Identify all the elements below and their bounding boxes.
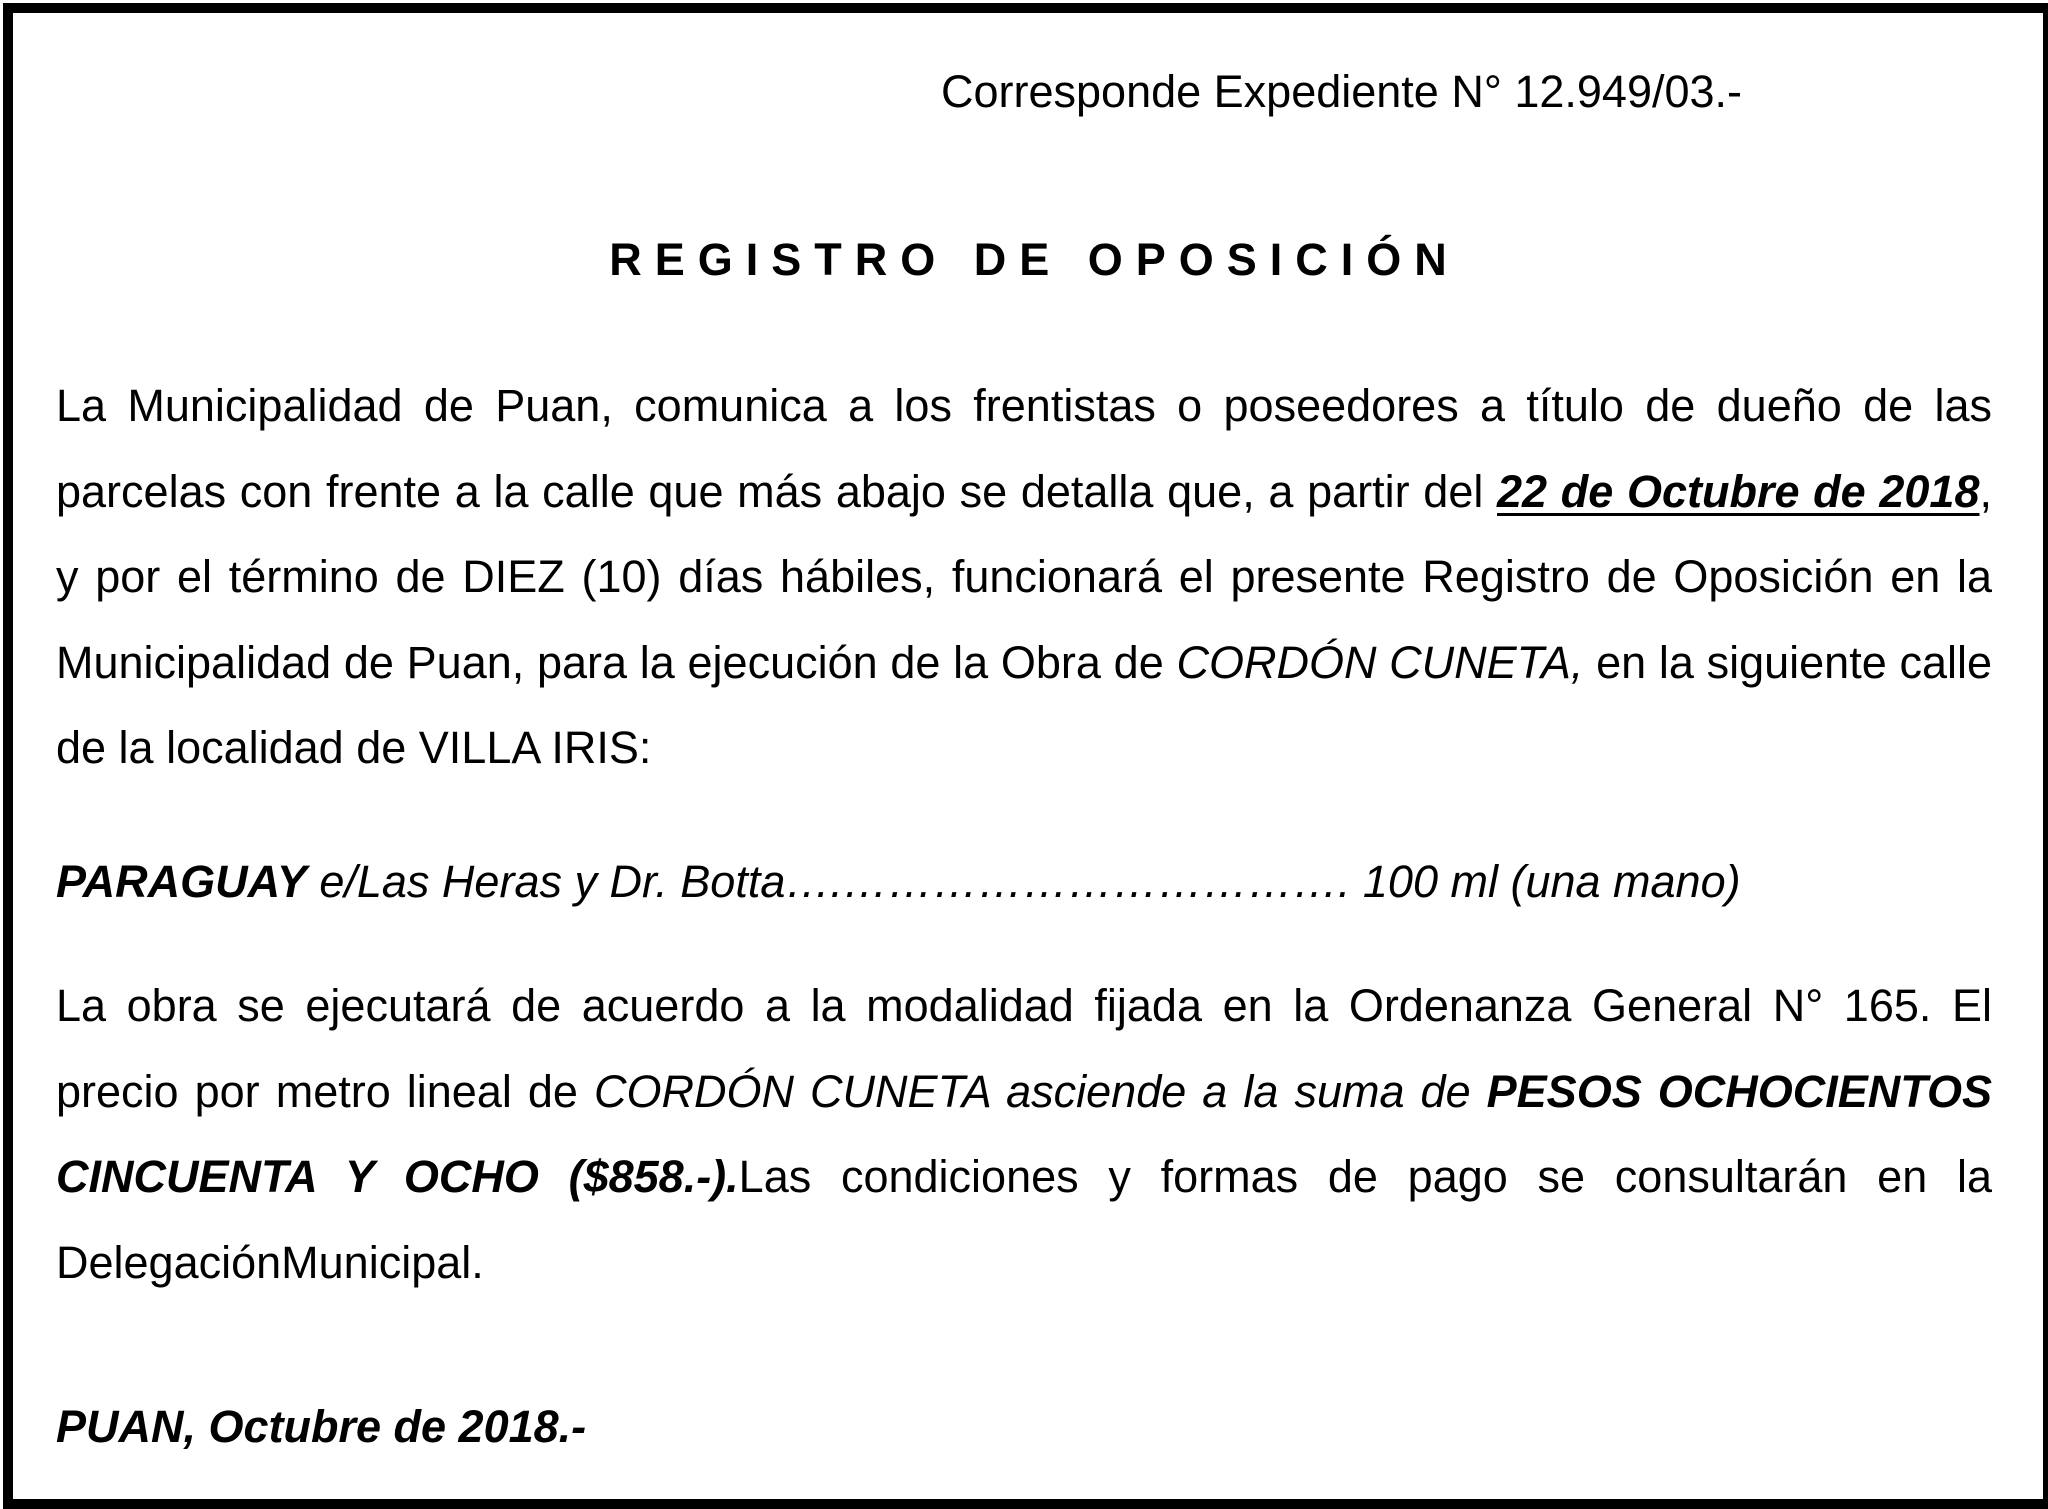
- closing-signature: PUAN, Octubre de 2018.-: [56, 1401, 587, 1452]
- document-title: REGISTRO DE OPOSICIÓN: [609, 234, 1460, 285]
- expediente-reference: Corresponde Expediente N° 12.949/03.-: [941, 66, 1743, 117]
- street-between: e/Las Heras y Dr. Botta: [306, 856, 786, 907]
- obra-name: CORDÓN CUNETA,: [1176, 636, 1584, 688]
- conditions-paragraph: [56, 963, 1992, 1305]
- notice-frame: [3, 3, 2048, 1509]
- street-name: PARAGUAY: [56, 856, 307, 907]
- leader-dots: ….…………………………….: [785, 856, 1363, 907]
- obra-price-intro: CORDÓN CUNETA asciende a la suma de: [594, 1065, 1487, 1117]
- announcement-text-3: en la siguiente calle de la localidad de VILLA IRIS:: [56, 636, 1993, 773]
- conditions-text-1: La obra se ejecutará de acuerdo a la modalidad fijada en la Ordenanza General N° 165. El precio por metro lineal de: [56, 980, 1992, 1117]
- start-date: 22 de Octubre de 2018: [1497, 465, 1980, 517]
- announcement-text-2: , y por el término de DIEZ (10) días hábiles, funcionará el presente Registro de Oposición en la Municipalidad de Puan, para la ejecución de la Obra de: [56, 465, 1992, 688]
- price-amount: PESOS OCHOCIENTOS CINCUENTA Y OCHO ($858.-).: [56, 1065, 1992, 1202]
- street-entry: [56, 853, 1741, 911]
- conditions-text-2: Las condiciones y formas de pago se consultarán en la DelegaciónMunicipal.: [56, 1151, 1992, 1288]
- announcement-text-1: La Municipalidad de Puan, comunica a los frentistas o poseedores a título de dueño de las parcelas con frente a la calle que más abajo se detalla que, a partir del: [56, 380, 1992, 517]
- announcement-paragraph: [56, 363, 1992, 791]
- street-length: 100 ml (una mano): [1362, 856, 1741, 907]
